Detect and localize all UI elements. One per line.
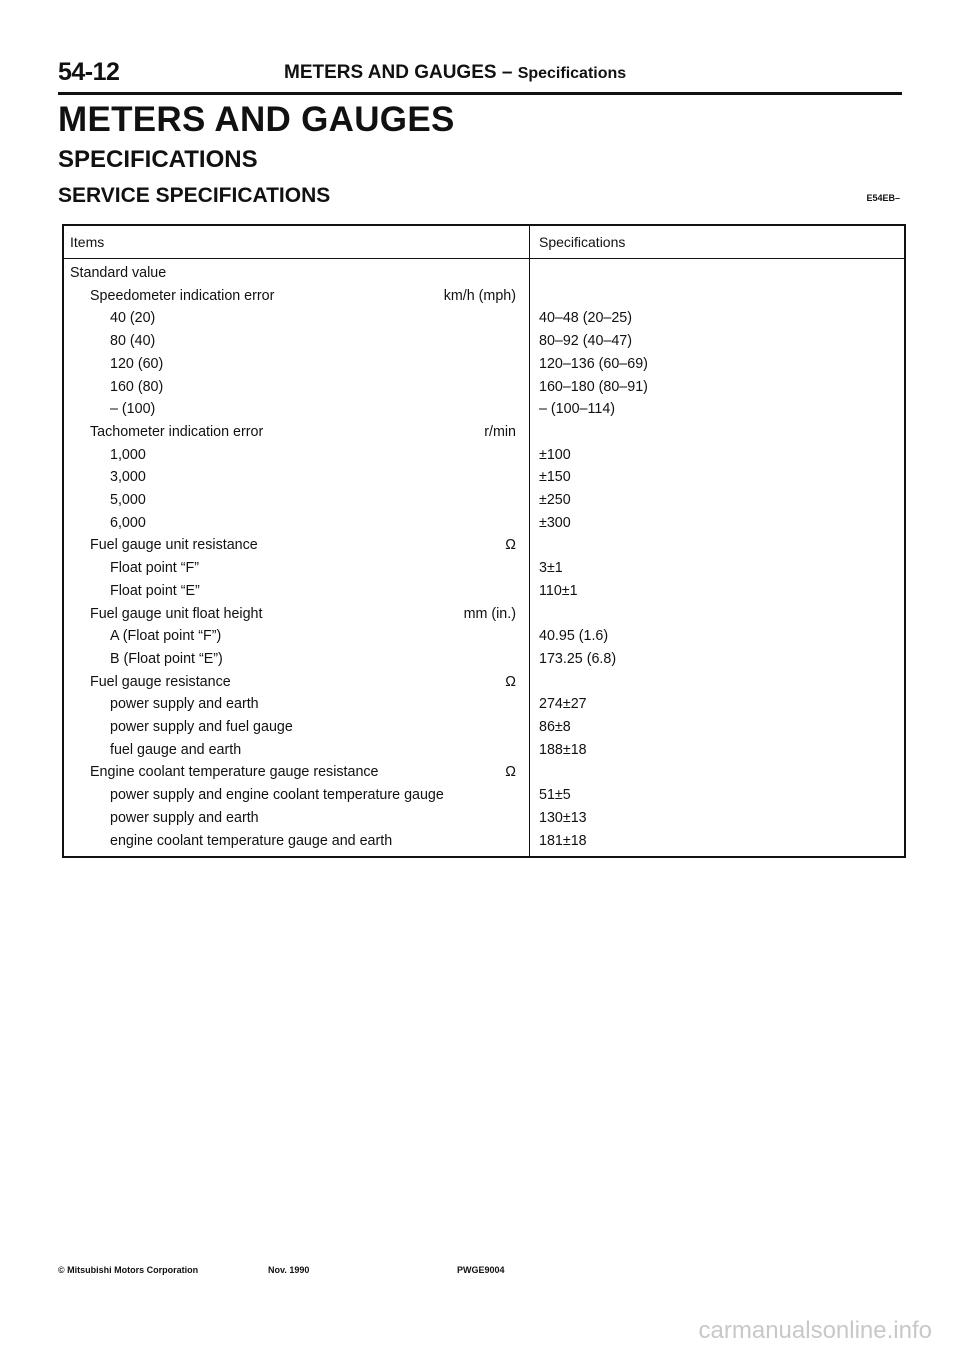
row-spec: ±100 [539, 446, 571, 463]
row-item: 80 (40) [110, 333, 156, 350]
row-item: 6,000 [110, 514, 146, 531]
row-unit: Ω [505, 537, 516, 554]
table-row [64, 693, 904, 716]
subsection-heading: SERVICE SPECIFICATIONS [58, 184, 331, 207]
table-row [64, 489, 904, 512]
table-row [64, 761, 904, 784]
row-item: 3,000 [110, 469, 146, 486]
row-unit: Ω [505, 764, 516, 781]
table-row [64, 671, 904, 694]
row-item: Float point “F” [110, 560, 199, 577]
section-code: E54EB– [866, 193, 900, 203]
running-title-separator: – [501, 62, 513, 83]
row-item: 1,000 [110, 446, 146, 463]
row-spec: 130±13 [539, 809, 587, 826]
row-spec: ±250 [539, 492, 571, 508]
column-header-items: Items [70, 234, 105, 250]
column-header-specifications: Specifications [539, 234, 626, 250]
row-item: Tachometer indication error [90, 423, 264, 440]
row-spec: 51±5 [539, 787, 571, 804]
table-row [64, 307, 904, 330]
running-title-subsection: Specifications [517, 65, 627, 82]
page-number: 54-12 [58, 58, 120, 86]
row-item: engine coolant temperature gauge and earth [110, 832, 393, 849]
row-item: 5,000 [110, 492, 146, 508]
table-row [64, 716, 904, 739]
row-unit: r/min [484, 423, 516, 440]
row-item: power supply and earth [110, 696, 259, 713]
table-row [64, 285, 904, 308]
row-spec: 181±18 [539, 832, 587, 849]
table-row [64, 648, 904, 671]
row-item: Speedometer indication error [90, 287, 275, 304]
table-row [64, 330, 904, 353]
row-item: – (100) [110, 401, 156, 418]
row-spec: 3±1 [539, 560, 563, 577]
running-title-section: METERS AND GAUGES [284, 62, 497, 83]
table-row [64, 830, 904, 853]
running-title [284, 62, 626, 84]
row-spec: 110±1 [539, 582, 578, 599]
row-item: fuel gauge and earth [110, 741, 242, 758]
table-row [64, 466, 904, 489]
row-spec: 86±8 [539, 719, 571, 735]
table-row [64, 421, 904, 444]
row-spec: ±150 [539, 469, 571, 486]
table-row [64, 353, 904, 376]
section-heading: SPECIFICATIONS [58, 146, 258, 173]
row-spec: 188±18 [539, 741, 587, 758]
table-row [64, 739, 904, 762]
watermark: carmanualsonline.info [698, 1317, 932, 1344]
row-unit: km/h (mph) [443, 287, 516, 304]
table-row [64, 580, 904, 603]
table-row [64, 807, 904, 830]
main-heading: METERS AND GAUGES [58, 100, 455, 139]
row-item: power supply and fuel gauge [110, 719, 293, 735]
page-header [58, 58, 902, 95]
table-row [64, 784, 904, 807]
table-row [64, 376, 904, 399]
row-item: Fuel gauge unit resistance [90, 537, 258, 554]
row-item: 40 (20) [110, 310, 156, 327]
footer-date: Nov. 1990 [268, 1265, 310, 1275]
row-spec: ±300 [539, 514, 571, 531]
row-spec: – (100–114) [539, 401, 616, 418]
row-item: power supply and engine coolant temperature gauge [110, 787, 444, 804]
table-row [64, 625, 904, 648]
row-item: B (Float point “E”) [110, 650, 223, 667]
header-divider [64, 258, 904, 259]
row-spec: 120–136 (60–69) [539, 355, 648, 372]
row-item: Engine coolant temperature gauge resistance [90, 764, 379, 781]
row-spec: 160–180 (80–91) [539, 378, 648, 395]
footer-code: PWGE9004 [457, 1265, 505, 1275]
row-item: Float point “E” [110, 582, 200, 599]
row-item: power supply and earth [110, 809, 259, 826]
specifications-table [62, 224, 906, 858]
row-item: A (Float point “F”) [110, 628, 222, 645]
row-item: Standard value [70, 265, 167, 281]
row-unit: Ω [505, 673, 516, 690]
table-row [64, 398, 904, 421]
table-row [64, 534, 904, 557]
table-row [64, 512, 904, 535]
row-item: 120 (60) [110, 355, 164, 372]
row-spec: 274±27 [539, 696, 587, 713]
row-item: Fuel gauge resistance [90, 673, 231, 690]
row-unit: mm (in.) [463, 605, 516, 622]
row-spec: 173.25 (6.8) [539, 650, 617, 667]
row-spec: 80–92 (40–47) [539, 333, 633, 350]
row-spec: 40–48 (20–25) [539, 310, 633, 327]
row-spec: 40.95 (1.6) [539, 628, 609, 645]
row-item: 160 (80) [110, 378, 164, 395]
table-row [64, 603, 904, 626]
table-row [64, 444, 904, 467]
table-row [64, 262, 904, 285]
table-row [64, 557, 904, 580]
footer-copyright: © Mitsubishi Motors Corporation [58, 1265, 199, 1275]
row-item: Fuel gauge unit float height [90, 605, 263, 622]
